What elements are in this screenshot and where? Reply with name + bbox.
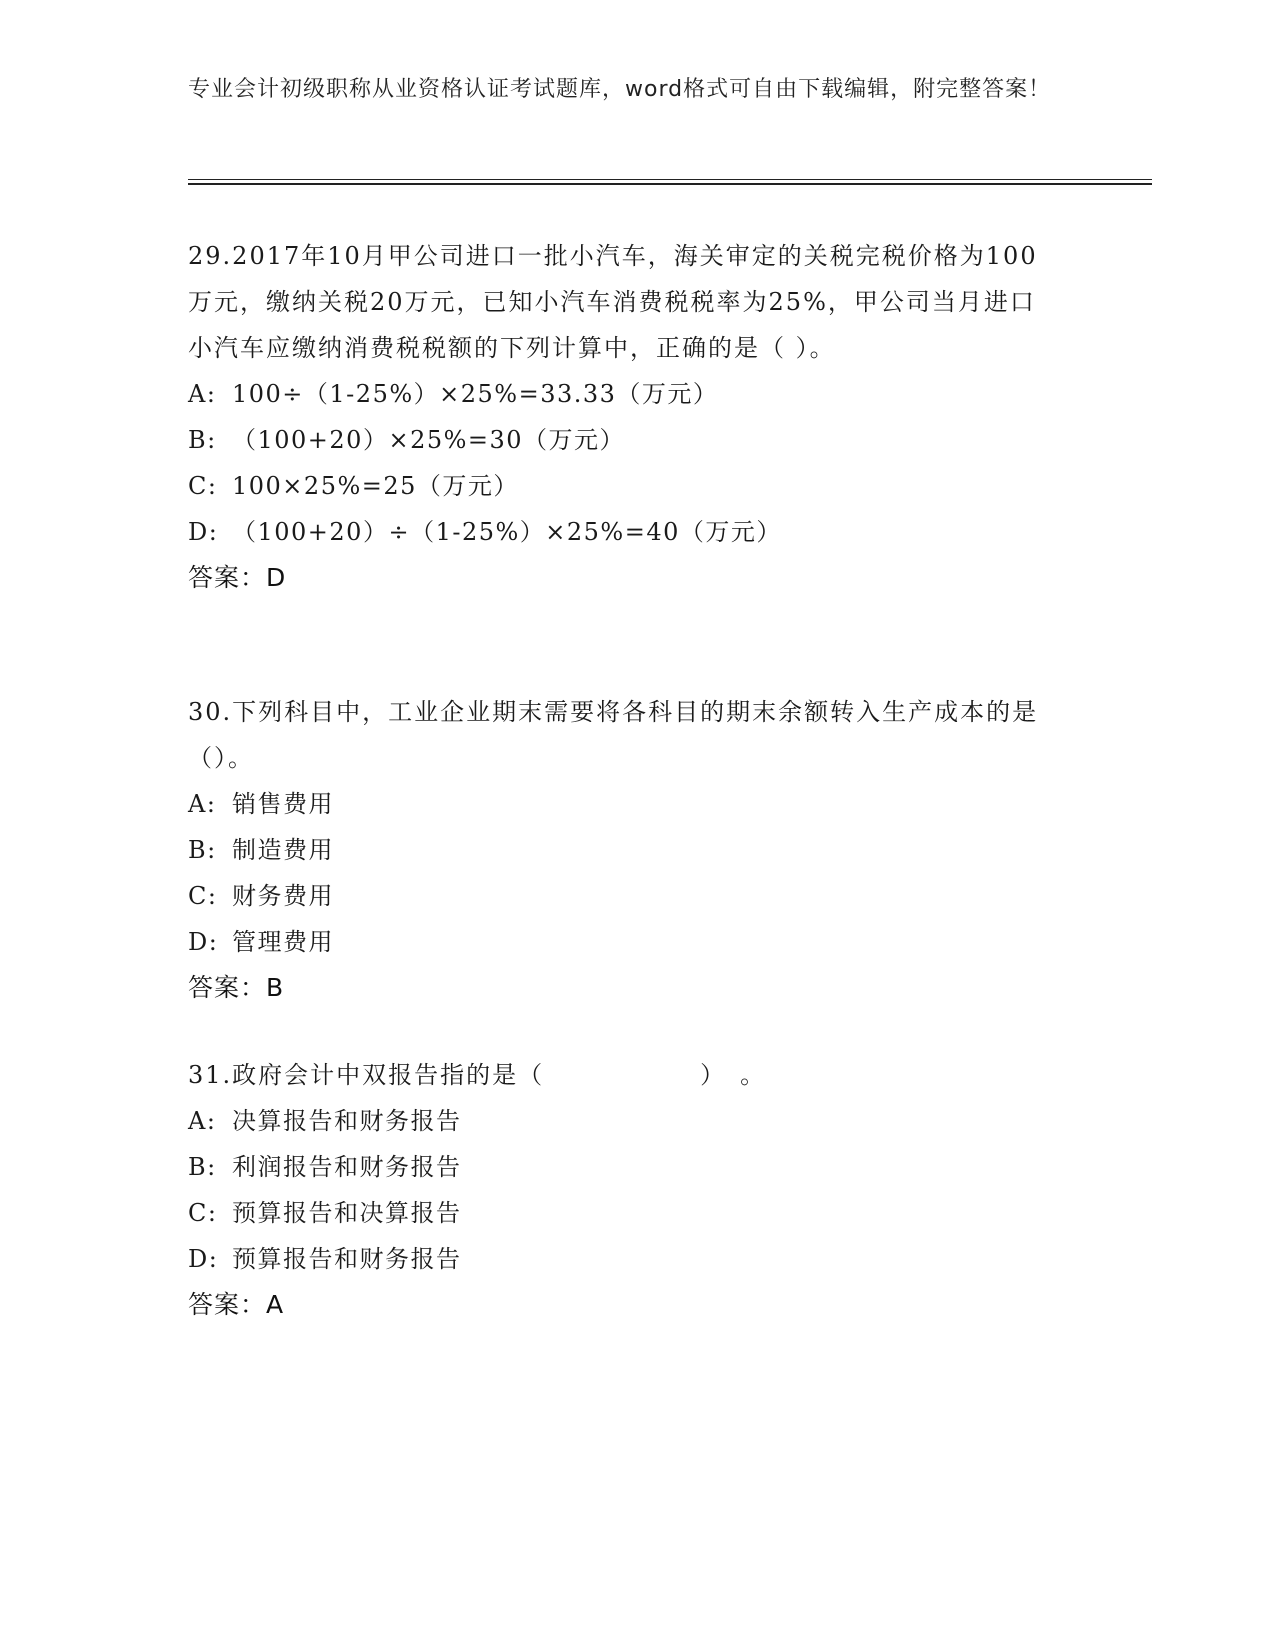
option-c — [188, 1190, 1088, 1236]
option-text: 利润报告和财务报告 — [232, 1153, 462, 1181]
question-stem: 30.下列科目中，工业企业期末需要将各科目的期末余额转入生产成本的是（）。 — [188, 698, 1039, 772]
option-text: 100÷（1-25%）×25%=33.33（万元） — [232, 380, 719, 408]
option-label: C: — [188, 1199, 218, 1227]
option-c — [188, 873, 1088, 919]
option-d — [188, 509, 1088, 555]
option-b — [188, 417, 1088, 463]
option-a — [188, 1098, 1088, 1144]
option-label: C: — [188, 472, 218, 500]
option-text: 财务费用 — [232, 882, 334, 910]
page-header-text: 专业会计初级职称从业资格认证考试题库，word格式可自由下载编辑，附完整答案！ — [188, 77, 1052, 102]
option-text: 决算报告和财务报告 — [232, 1107, 462, 1135]
option-text: （100+20）÷（1-25%）×25%=40（万元） — [232, 518, 782, 546]
answer-line: 答案：A — [188, 1290, 285, 1319]
answer-line: 答案：D — [188, 563, 287, 592]
option-text: 预算报告和决算报告 — [232, 1199, 462, 1227]
option-label: D: — [188, 928, 219, 956]
option-a — [188, 371, 1088, 417]
option-text: 100×25%=25（万元） — [232, 472, 519, 500]
option-label: D: — [188, 518, 219, 546]
option-label: A: — [188, 790, 217, 818]
question-30 — [188, 689, 1088, 1011]
option-b — [188, 1144, 1088, 1190]
option-label: A: — [188, 1107, 217, 1135]
option-text: 销售费用 — [232, 790, 334, 818]
option-d — [188, 1236, 1088, 1282]
option-text: 预算报告和财务报告 — [232, 1245, 462, 1273]
option-text: （100+20）×25%=30（万元） — [232, 426, 626, 454]
header-divider-thin — [188, 179, 1152, 180]
option-label: B: — [188, 836, 217, 864]
option-text: 管理费用 — [232, 928, 334, 956]
option-c — [188, 463, 1088, 509]
option-text: 制造费用 — [232, 836, 334, 864]
option-label: A: — [188, 380, 217, 408]
option-b — [188, 827, 1088, 873]
answer-line: 答案：B — [188, 973, 285, 1002]
option-label: B: — [188, 1153, 217, 1181]
question-stem: 29.2017年10月甲公司进口一批小汽车，海关审定的关税完税价格为100万元，缴纳关税20万元，已知小汽车消费税税率为25%，甲公司当月进口小汽车应缴纳消费税税额的下列计算中，正确的是（ ）。 — [188, 242, 1038, 362]
header-divider-thick — [188, 183, 1152, 185]
option-label: D: — [188, 1245, 219, 1273]
question-stem: 31.政府会计中双报告指的是（ ） 。 — [188, 1061, 767, 1089]
option-label: B: — [188, 426, 217, 454]
option-d — [188, 919, 1088, 965]
option-label: C: — [188, 882, 218, 910]
question-29 — [188, 233, 1088, 601]
question-31 — [188, 1052, 1088, 1328]
option-a — [188, 781, 1088, 827]
